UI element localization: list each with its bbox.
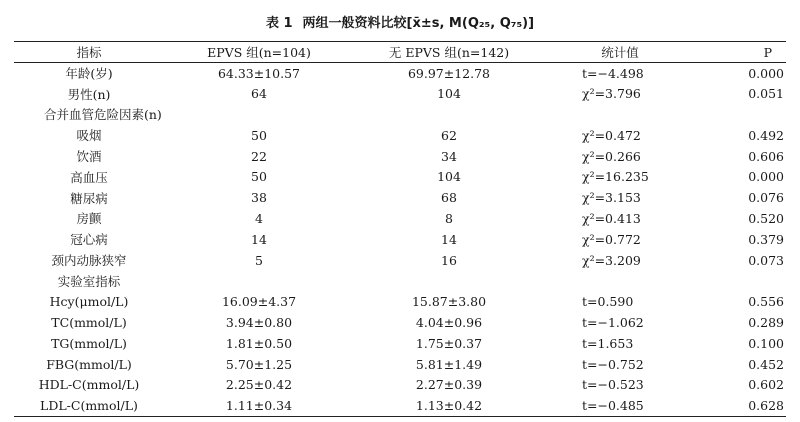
row-label: 饮酒 [76, 149, 102, 165]
table-row [14, 146, 786, 167]
epvs-value: 5 [255, 252, 263, 268]
row-label: 糖尿病 [70, 190, 108, 206]
statistic-value: t=−0.485 [544, 395, 696, 416]
statistic-value: t=−0.752 [582, 356, 644, 372]
table-caption [0, 12, 800, 31]
header-indicator: 指标 [14, 42, 164, 63]
epvs-value: 14 [251, 231, 267, 247]
table-row [14, 333, 786, 354]
header-p-value: P [696, 42, 786, 63]
p-value: 0.492 [748, 127, 784, 143]
table-row [14, 312, 786, 333]
p-value: 0.051 [748, 86, 784, 102]
statistic-value: χ²=0.472 [582, 127, 641, 143]
no-epvs-value [354, 270, 544, 291]
epvs-value [164, 104, 354, 125]
row-label: TC(mmol/L) [51, 314, 127, 330]
p-value: 0.000 [748, 65, 784, 81]
row-label: 实验室指标 [57, 273, 121, 289]
p-value: 0.602 [748, 377, 784, 393]
table-row [14, 229, 786, 250]
row-label: FBG(mmol/L) [46, 356, 132, 372]
header-statistic: 统计值 [544, 42, 696, 63]
statistic-value: χ²=0.413 [582, 210, 641, 226]
no-epvs-value [354, 104, 544, 125]
statistic-value: χ²=0.772 [582, 231, 641, 247]
no-epvs-value: 4.04±0.96 [415, 314, 483, 330]
row-label: HDL-C(mmol/L) [38, 377, 140, 393]
statistic-value: t=1.653 [582, 335, 634, 351]
table-row [14, 83, 786, 104]
epvs-value: 64.33±10.57 [217, 65, 301, 81]
row-label: 房颤 [76, 211, 102, 227]
no-epvs-value: 5.81±1.49 [415, 356, 483, 372]
no-epvs-value: 16 [441, 252, 457, 268]
epvs-value: 64 [251, 86, 267, 102]
p-value: 0.076 [748, 190, 784, 206]
statistic-value: χ²=0.266 [582, 148, 641, 164]
epvs-value: 38 [251, 190, 267, 206]
header-no-epvs-group: 无 EPVS 组(n=142) [354, 42, 544, 63]
table-row [14, 374, 786, 395]
no-epvs-value: 68 [441, 190, 457, 206]
statistic-value [544, 270, 696, 291]
epvs-value: 1.81±0.50 [225, 335, 293, 351]
epvs-value: 22 [251, 148, 267, 164]
header-epvs-group: EPVS 组(n=104) [164, 42, 354, 63]
statistic-value: χ²=3.209 [582, 252, 641, 268]
row-label: 吸烟 [76, 128, 102, 144]
p-value: 0.556 [748, 294, 784, 310]
epvs-value: 3.94±0.80 [225, 314, 293, 330]
row-label: 男性(n) [67, 86, 111, 102]
statistic-value: χ²=16.235 [582, 169, 649, 185]
no-epvs-value: 1.13±0.42 [354, 395, 544, 416]
statistic-value: χ²=3.796 [582, 86, 641, 102]
epvs-value [164, 270, 354, 291]
row-label: Hcy(μmol/L) [49, 294, 129, 310]
no-epvs-value: 69.97±12.78 [407, 65, 491, 81]
no-epvs-value: 104 [437, 86, 461, 102]
table-row [14, 291, 786, 312]
statistic-value: t=−4.498 [582, 65, 644, 81]
statistic-value: t=0.590 [582, 294, 634, 310]
statistic-value [544, 104, 696, 125]
row-label: LDL-C(mmol/L) [14, 395, 164, 416]
row-label: 冠心病 [70, 232, 108, 248]
p-value: 0.606 [748, 148, 784, 164]
row-label: 年龄(岁) [65, 66, 113, 82]
no-epvs-value: 15.87±3.80 [411, 294, 487, 310]
table-row [14, 125, 786, 146]
epvs-value: 50 [251, 169, 267, 185]
no-epvs-value: 14 [441, 231, 457, 247]
table-row [14, 208, 786, 229]
epvs-value: 4 [255, 210, 263, 226]
p-value: 0.379 [748, 231, 784, 247]
p-value: 0.628 [696, 395, 786, 416]
no-epvs-value: 104 [437, 169, 461, 185]
row-label: 颈内动脉狭窄 [51, 253, 127, 269]
p-value: 0.100 [748, 335, 784, 351]
epvs-value: 50 [251, 127, 267, 143]
no-epvs-value: 1.75±0.37 [415, 335, 483, 351]
p-value: 0.073 [748, 252, 784, 268]
table-number: 表 1 [265, 16, 293, 31]
table-row [14, 166, 786, 187]
row-label: 高血压 [70, 169, 108, 185]
row-label: TG(mmol/L) [51, 335, 127, 351]
statistic-value: χ²=3.153 [582, 190, 641, 206]
comparison-table [14, 41, 786, 417]
epvs-value: 16.09±4.37 [221, 294, 297, 310]
no-epvs-value: 34 [441, 148, 457, 164]
row-label: 合并血管危险因素(n) [44, 107, 162, 123]
table-row [14, 104, 786, 125]
statistic-value: t=−1.062 [582, 314, 644, 330]
no-epvs-value: 2.27±0.39 [415, 377, 483, 393]
p-value: 0.452 [748, 356, 784, 372]
table-row [14, 250, 786, 271]
p-value: 0.000 [748, 169, 784, 185]
table-title: 两组一般资料比较[x̄±s, M(Q₂₅, Q₇₅)] [302, 16, 535, 31]
p-value: 0.289 [748, 314, 784, 330]
p-value [696, 270, 786, 291]
table-body [14, 63, 786, 417]
no-epvs-value: 62 [441, 127, 457, 143]
p-value: 0.520 [748, 210, 784, 226]
statistic-value: t=−0.523 [582, 377, 644, 393]
table-row [14, 63, 786, 84]
epvs-value: 5.70±1.25 [225, 356, 293, 372]
table-row [14, 395, 786, 416]
table-row [14, 354, 786, 375]
table-row [14, 187, 786, 208]
epvs-value: 1.11±0.34 [164, 395, 354, 416]
table-header-row [14, 42, 786, 63]
table-row [14, 270, 786, 291]
p-value [696, 104, 786, 125]
no-epvs-value: 8 [445, 210, 453, 226]
epvs-value: 2.25±0.42 [225, 377, 293, 393]
